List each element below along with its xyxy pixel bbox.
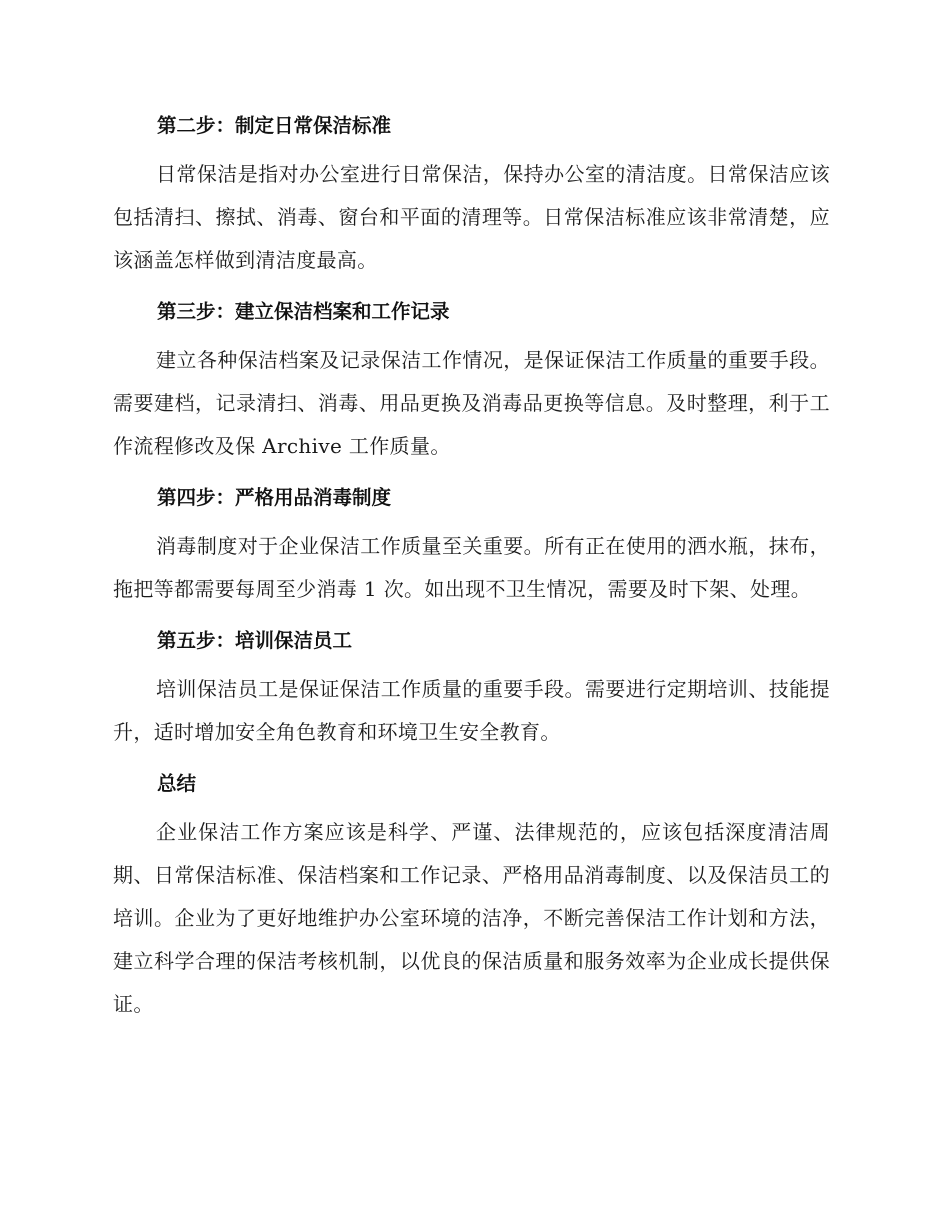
section-heading-step-3: 第三步：建立保洁档案和工作记录 — [157, 300, 450, 323]
section-heading-step-5: 第五步：培训保洁员工 — [157, 629, 353, 652]
section-heading-summary: 总结 — [157, 772, 197, 795]
section-paragraph-summary: 企业保洁工作方案应该是科学、严谨、法律规范的，应该包括深度清洁周期、日常保洁标准、保洁档案和工作记录、严格用品消毒制度、以及保洁员工的培训。企业为了更好地维护办公室环境的洁净，不断完善保洁工作计划和方法，建立科学合理的保洁考核机制，以优良的保洁质量和服务效率为企业成长提供保证。 — [113, 820, 830, 1016]
section-paragraph-step-4: 消毒制度对于企业保洁工作质量至关重要。所有正在使用的洒水瓶，抹布，拖把等都需要每周至少消毒 1 次。如出现不卫生情况，需要及时下架、处理。 — [113, 534, 830, 601]
section-paragraph-step-3: 建立各种保洁档案及记录保洁工作情况，是保证保洁工作质量的重要手段。需要建档，记录清扫、消毒、用品更换及消毒品更换等信息。及时整理，利于工作流程修改及保 Archive 工作质量。 — [113, 348, 830, 458]
section-heading-step-4: 第四步：严格用品消毒制度 — [157, 486, 392, 509]
document-body — [113, 104, 830, 1034]
section-heading-step-2: 第二步：制定日常保洁标准 — [157, 114, 392, 137]
section-paragraph-step-5: 培训保洁员工是保证保洁工作质量的重要手段。需要进行定期培训、技能提升，适时增加安全角色教育和环境卫生安全教育。 — [113, 677, 830, 744]
section-paragraph-step-2: 日常保洁是指对办公室进行日常保洁，保持办公室的清洁度。日常保洁应该包括清扫、擦拭、消毒、窗台和平面的清理等。日常保洁标准应该非常清楚，应该涵盖怎样做到清洁度最高。 — [113, 162, 830, 272]
